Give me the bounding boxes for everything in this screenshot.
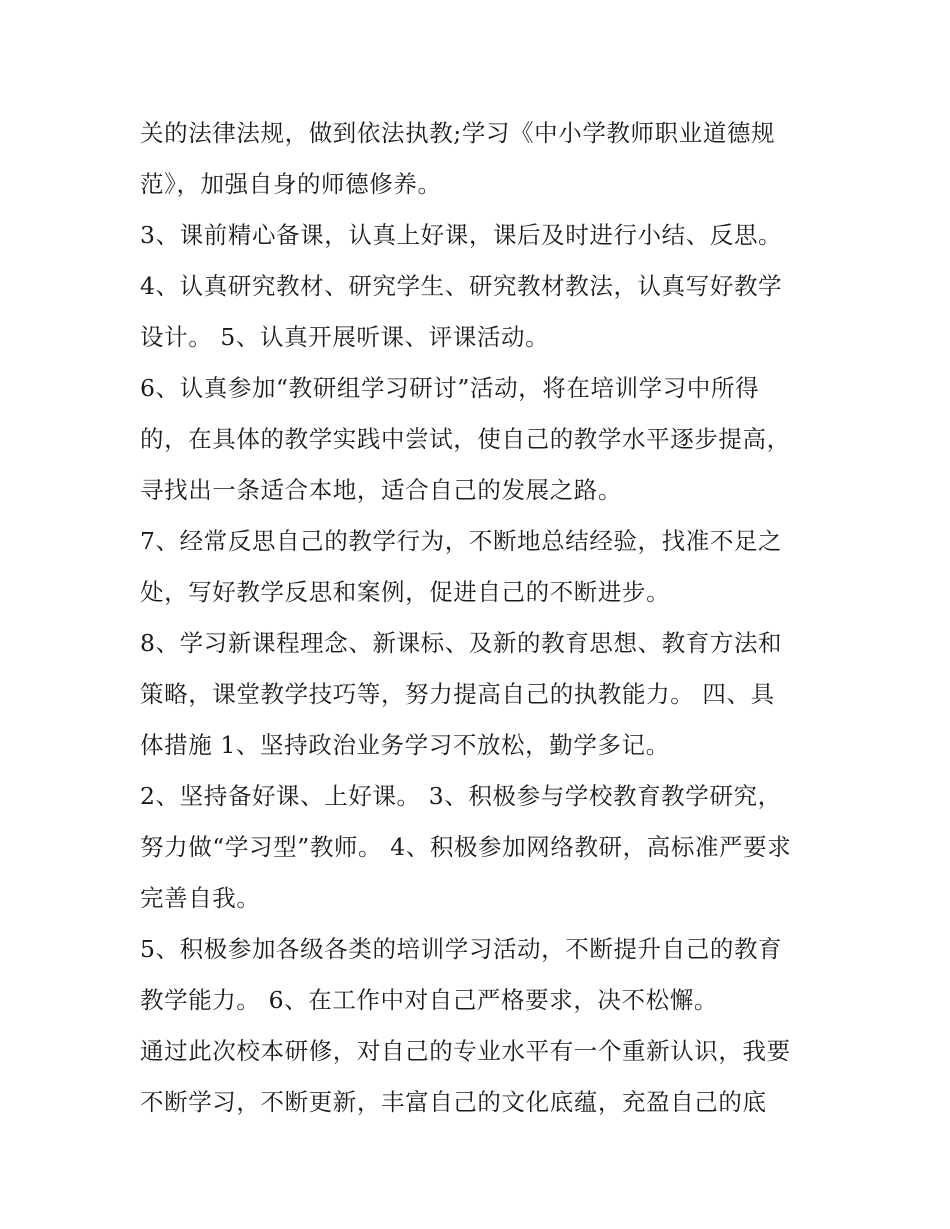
text-line: 通过此次校本研修，对自己的专业水平有一个重新认识，我要 [140, 1037, 791, 1065]
text-line: 不断学习，不断更新，丰富自己的文化底蕴，充盈自己的底 [140, 1088, 767, 1116]
text-line: 5、积极参加各级各类的培训学习活动，不断提升自己的教育 [140, 935, 783, 963]
text-line: 的，在具体的教学实践中尝试，使自己的教学水平逐步提高， [140, 425, 791, 453]
text-line: 2、坚持备好课、上好课。 3、积极参与学校教育教学研究， [140, 782, 782, 810]
text-line: 3、课前精心备课，认真上好课，课后及时进行小结、反思。 [140, 221, 783, 249]
text-line: 教学能力。 6、在工作中对自己严格要求，决不松懈。 [140, 986, 718, 1014]
text-line: 4、认真研究教材、研究学生、研究教材教法，认真写好教学 [140, 272, 783, 300]
text-line: 设计。 5、认真开展听课、评课活动。 [140, 323, 550, 351]
text-line: 6、认真参加“教研组学习研讨”活动，将在培训学习中所得 [140, 374, 760, 402]
text-line: 策略，课堂教学技巧等，努力提高自己的执教能力。 四、具 [140, 680, 775, 708]
text-line: 7、经常反思自己的教学行为，不断地总结经验，找准不足之 [140, 527, 783, 555]
text-line: 努力做“学习型”教师。 4、积极参加网络教研，高标准严要求 [140, 833, 792, 861]
text-line: 体措施 1、坚持政治业务学习不放松，勤学多记。 [140, 731, 670, 759]
text-line: 关的法律法规，做到依法执教;学习《中小学教师职业道德规 [140, 119, 776, 147]
text-line: 处，写好教学反思和案例，促进自己的不断进步。 [140, 578, 671, 606]
text-line: 完善自我。 [140, 884, 261, 912]
text-line: 寻找出一条适合本地，适合自己的发展之路。 [140, 476, 622, 504]
text-line: 范》，加强自身的师德修养。 [140, 170, 442, 198]
document-body [140, 108, 830, 1128]
text-line: 8、学习新课程理念、新课标、及新的教育思想、教育方法和 [140, 629, 783, 657]
